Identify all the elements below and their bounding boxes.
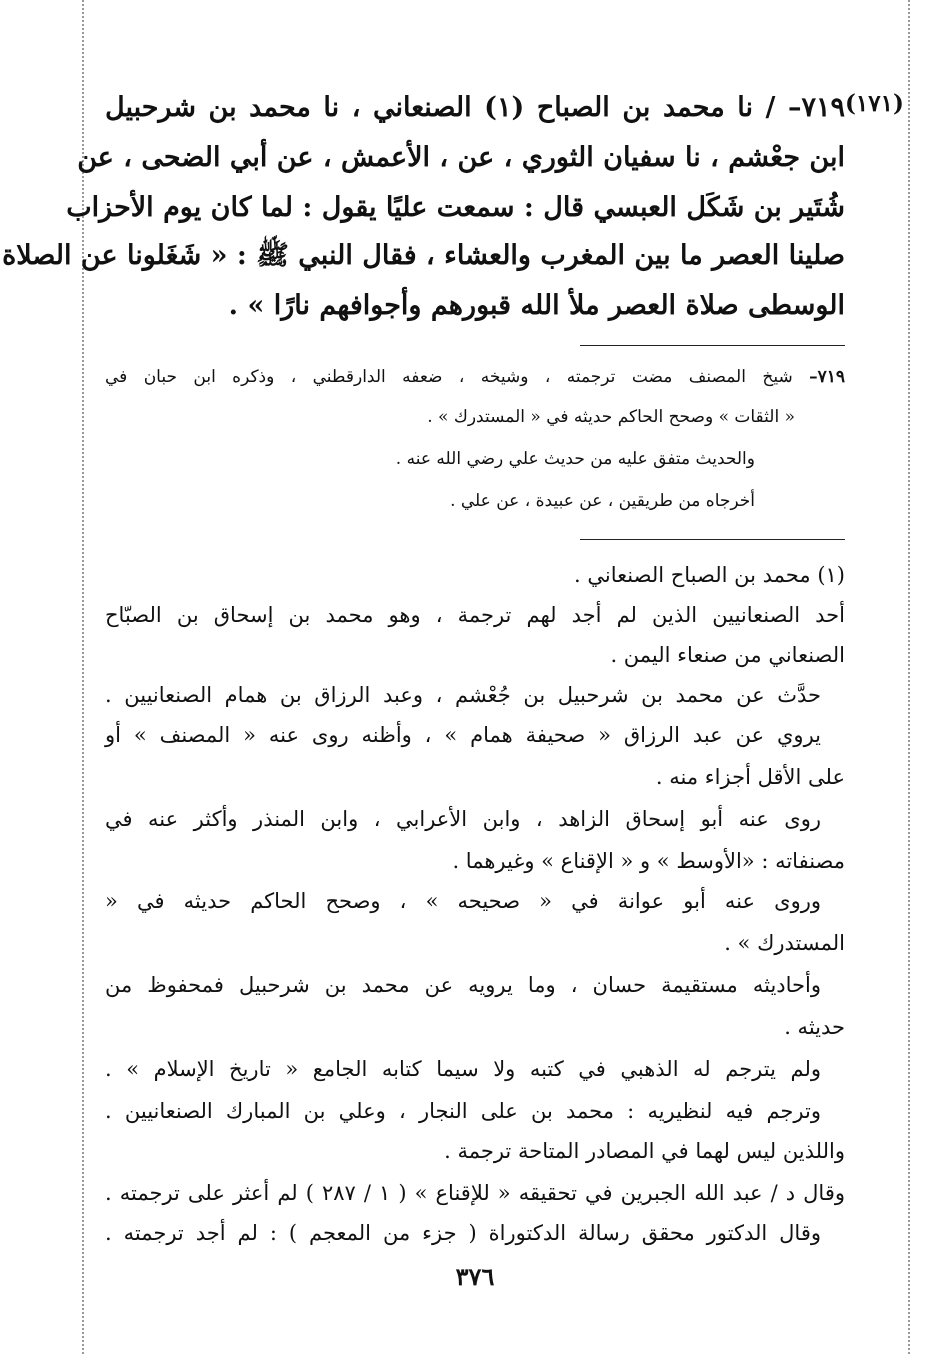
binding-dotted-line-right <box>908 0 910 1354</box>
hadith-line-4: صلينا العصر ما بين المغرب والعشاء ، فقال النبي ﷺ : « شَغَلونا عن الصلاة <box>2 240 845 271</box>
hadith-line-5: الوسطى صلاة العصر ملأ الله قبورهم وأجوافهم نارًا » . <box>228 290 845 321</box>
footnote-marker: (١) <box>817 563 845 587</box>
hadith-line-1 <box>105 88 845 128</box>
takhrij-text: شيخ المصنف مضت ترجمته ، وشيخه ، ضعفه الدارقطني ، وذكره ابن حبان في <box>105 367 793 387</box>
hadith-line-2: ابن جعْشم ، نا سفيان الثوري ، عن ، الأعمش ، عن أبي الضحى ، عن <box>77 142 845 173</box>
takhrij-number: ٧١٩– <box>809 367 846 387</box>
footnote-line-13: ولم يترجم له الذهبي في كتبه ولا سيما كتابه الجامع « تاريخ الإسلام » . <box>105 1057 821 1081</box>
footnote-line-17: وقال الدكتور محقق رسالة الدكتوراة ( جزء من المعجم ) : لم أجد ترجمته . <box>105 1221 821 1245</box>
footnote-line-15: واللذين ليس لهما في المصادر المتاحة ترجمة . <box>444 1139 845 1163</box>
page-number: ٣٧٦ <box>455 1262 495 1291</box>
footnote-text: محمد بن الصباح الصنعاني . <box>574 563 811 587</box>
footnote-line-3: الصنعاني من صنعاء اليمن . <box>610 643 845 667</box>
takhrij-line-4: أخرجاه من طريقين ، عن عبيدة ، عن علي . <box>450 491 755 511</box>
hadith-number: ٧١٩– <box>788 92 846 123</box>
footnote-line-7: روى عنه أبو إسحاق الزاهد ، وابن الأعرابي ، وابن المنذر وأكثر عنه في <box>105 807 821 831</box>
footnote-line-4: حدَّث عن محمد بن شرحبيل بن جُعْشم ، وعبد الرزاق بن همام الصنعانيين . <box>105 683 821 707</box>
footnote-line-12: حديثه . <box>784 1015 845 1039</box>
separator-rule <box>580 345 845 346</box>
footnote-line-8: مصنفاته : «الأوسط » و « الإقناع » وغيرهما . <box>452 849 845 873</box>
footnote-line-5: يروي عن عبد الرزاق « صحيفة همام » ، وأظنه روى عنه « المصنف » أو <box>105 723 821 747</box>
takhrij-line-2: « الثقات » وصحح الحاكم حديثه في « المستدرك » . <box>427 407 795 427</box>
footnote-line-6: على الأقل أجزاء منه . <box>655 765 845 789</box>
footnote-line-9: وروى عنه أبو عوانة في « صحيحه » ، وصحح الحاكم حديثه في « <box>105 889 821 913</box>
footnote-line-2: أحد الصنعانيين الذين لم أجد لهم ترجمة ، وهو محمد بن إسحاق بن الصبّاح <box>105 603 845 627</box>
takhrij-line-1 <box>105 362 845 392</box>
footnote-line-11: وأحاديثه مستقيمة حسان ، وما يرويه عن محمد بن شرحبيل فمحفوظ من <box>105 973 821 997</box>
hadith-text: / نا محمد بن الصباح (١) الصنعاني ، نا محمد بن شرحبيل <box>105 92 776 123</box>
takhrij-line-3: والحديث متفق عليه من حديث علي رضي الله عنه . <box>395 449 755 469</box>
footnote-line-16: وقال د / عبد الله الجبرين في تحقيقه « للإقناع » ( ١ / ٢٨٧ ) لم أعثر على ترجمته . <box>105 1181 845 1205</box>
margin-number: (١٧١) <box>845 90 904 117</box>
hadith-line-3: شُتَير بن شَكَل العبسي قال : سمعت عليًا يقول : لما كان يوم الأحزاب <box>66 192 845 223</box>
separator-rule <box>580 539 845 540</box>
footnote-line-14: وترجم فيه لنظيريه : محمد بن على النجار ، وعلي بن المبارك الصنعانيين . <box>105 1099 821 1123</box>
footnote-line-10: المستدرك » . <box>724 931 845 955</box>
footnote-line-1 <box>105 556 845 594</box>
